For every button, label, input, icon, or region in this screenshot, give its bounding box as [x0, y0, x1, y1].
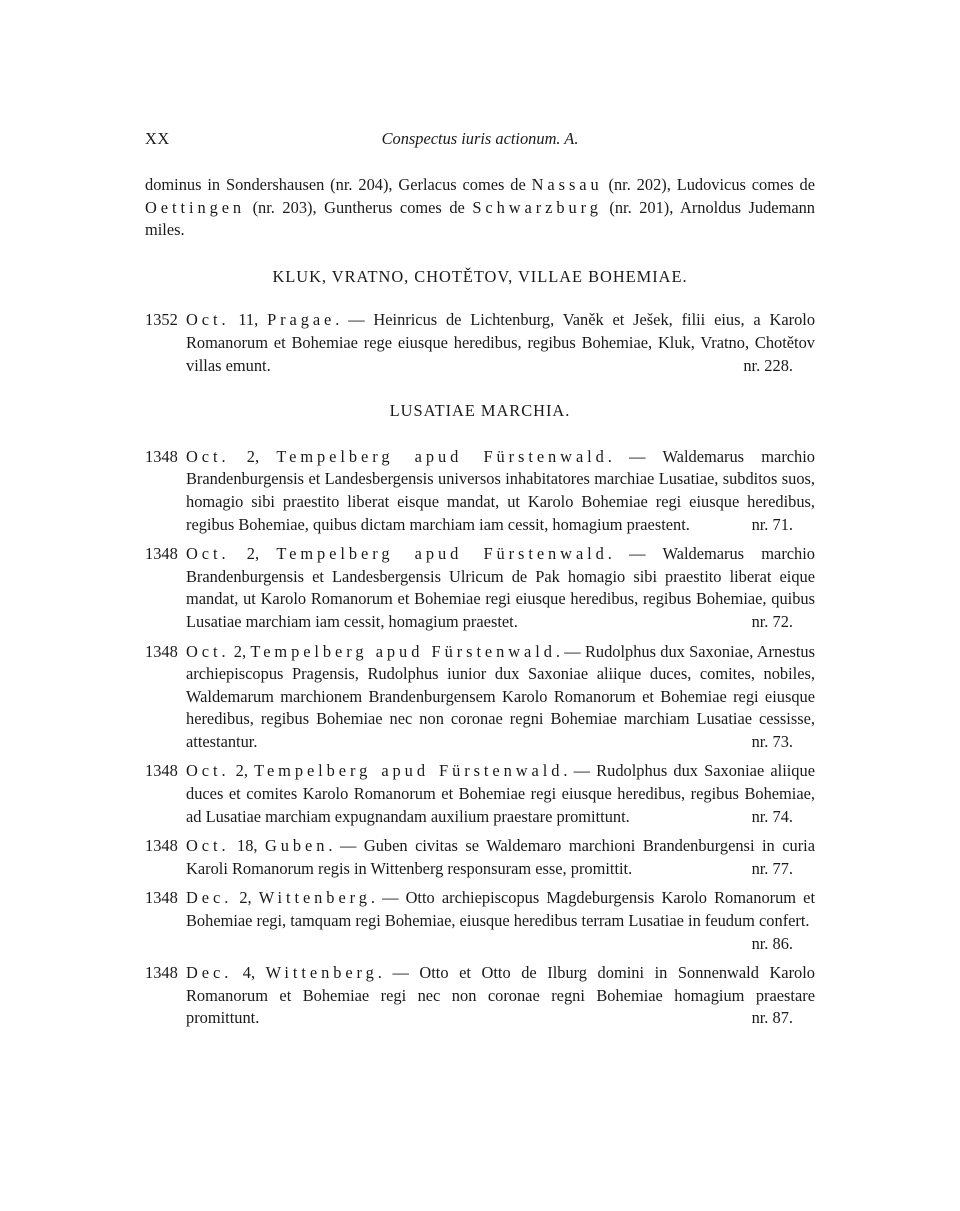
- entry: [145, 446, 815, 536]
- entry-date: Oct.: [186, 446, 230, 466]
- entry: [145, 543, 815, 633]
- intro-text: (nr. 203), Guntherus comes de: [245, 197, 473, 217]
- entry-reference: nr. 228.: [743, 355, 793, 375]
- section-heading: LUSATIAE MARCHIA.: [389, 401, 571, 421]
- section-entries: [145, 309, 815, 377]
- entry-place: Pragae: [267, 310, 336, 330]
- entry-summary: . — Heinricus de Lichtenburg, Vaněk et Ješek, filii eius, a Karolo Romanorum et Bohemiae rege eiusque heredibus, regibus Bohemiae, Kluk, Vratno, Chotětov villas emunt.: [186, 310, 816, 375]
- entry-reference: nr. 72.: [751, 611, 793, 631]
- entry-date: Oct.: [186, 836, 230, 856]
- entry-summary: . — Otto archiepiscopus Magdeburgensis Karolo Romanorum et Bohemiae regi, tamquam regi Bohemiae, eiusque heredibus terram Lusatiae in feudum confert.: [186, 888, 815, 931]
- entry-day: 11,: [229, 310, 268, 330]
- entry-day: 18,: [229, 836, 266, 856]
- intro-paragraph: [145, 174, 815, 242]
- entry-reference: nr. 77.: [751, 858, 793, 878]
- entry-reference: nr. 86.: [751, 933, 793, 953]
- entry-day: 2,: [229, 544, 277, 564]
- entry-year: 1348: [145, 963, 178, 983]
- entry-place: Wittenberg: [265, 963, 378, 983]
- entry-day: 2,: [229, 641, 251, 661]
- entry: [145, 760, 815, 828]
- entry-date: Dec.: [186, 963, 233, 983]
- entry-day: 2,: [232, 888, 259, 908]
- entry-summary: . — Guben civitas se Waldemaro marchioni Brandenburgensi in curia Karoli Romanorum regis in Wittenberg responsuram esse, promittit.: [186, 836, 815, 878]
- entry-date: Dec.: [186, 888, 233, 908]
- entry-reference: nr. 73.: [751, 731, 793, 751]
- entry-year: 1348: [145, 888, 178, 908]
- entry-date: Oct.: [186, 641, 230, 661]
- intro-text: (nr. 202), Ludovicus comes de: [602, 175, 816, 194]
- person-name: Oettingen: [145, 197, 246, 217]
- entry-reference: nr. 71.: [751, 514, 793, 534]
- entry-reference: nr. 74.: [751, 806, 793, 826]
- entry: [145, 887, 815, 955]
- entry: [145, 835, 815, 880]
- entry-summary: . — Waldemarus marchio Brandenburgensis et Landesbergensis Ulricum de Pak homagio sibi praestito liberat eique mandat, ut Karolo Romanorum et Bohemiae regi eiusque heredibus, regibus Bohemiae, quibus Lusatiae marchiam iam cessit, homagium praestet.: [186, 544, 815, 631]
- entry-place: Tempelberg apud Fürstenwald: [276, 446, 608, 466]
- page-header: [145, 128, 815, 156]
- entry-summary: . — Waldemarus marchio Brandenburgensis et Landesbergensis universos inhabitatores marchiae Lusatiae, subditos suos, homagio sibi praestito liberat eisque mandat, ut Karolo Bohemiae regi eiusque heredibus, regibus Bohemiae, quibus dictam marchiam iam cessit, homagium praestent.: [186, 446, 815, 534]
- entry-date: Oct.: [186, 544, 230, 564]
- entry-place: Tempelberg apud Fürstenwald: [254, 761, 564, 781]
- entry-date: Oct.: [186, 310, 230, 330]
- entry-summary: . — Rudolphus dux Saxoniae aliique duces et comites Karolo Romanorum et Bohemiae regi eiusque heredibus, regibus Bohemiae, ad Lusatiae marchiam expugnandam auxilium praestare promittunt.: [186, 761, 815, 826]
- intro-text: dominus in Sondershausen (nr. 204), Gerlacus comes de: [145, 175, 532, 194]
- intro-text: (nr. 201), Arnoldus Judemann miles.: [145, 197, 815, 240]
- entry-place: Tempelberg apud Fürstenwald: [250, 641, 556, 661]
- entry-year: 1348: [145, 446, 178, 466]
- entry-place: Wittenberg: [258, 888, 371, 908]
- entry-year: 1352: [145, 310, 178, 330]
- entry-reference: nr. 87.: [751, 1008, 793, 1028]
- entry-summary: . — Otto et Otto de Ilburg domini in Sonnenwald Karolo Romanorum et Bohemiae regi nec non coronae regni Bohemiae homagium praestare promittunt.: [186, 963, 815, 1028]
- entry-date: Oct.: [186, 761, 230, 781]
- entry-day: 4,: [232, 963, 266, 983]
- document-page: [145, 128, 815, 1030]
- entry-year: 1348: [145, 641, 178, 661]
- person-name: Schwarzburg: [472, 197, 602, 217]
- entry-day: 2,: [229, 446, 277, 466]
- entry: [145, 309, 815, 377]
- entry-place: Guben: [265, 836, 329, 856]
- running-title: Conspectus iuris actionum. A.: [381, 129, 579, 148]
- entry-year: 1348: [145, 544, 178, 564]
- entry-year: 1348: [145, 761, 178, 781]
- section-entries: [145, 446, 815, 1030]
- entry-day: 2,: [229, 761, 255, 781]
- entry-place: Tempelberg apud Fürstenwald: [276, 544, 608, 564]
- entry-summary: . — Rudolphus dux Saxoniae, Arnestus archiepiscopus Pragensis, Rudolphus iunior dux Saxoniae aliique duces, comites, nobiles, Waldemarum marchionem Brandenburgensem Karolo Romanorum et Bohemiae regi eiusque heredibus, regibus Bohemiae nec non coronae regni Bohemiae marchiam Lusatiae cessisse, attestantur.: [186, 641, 815, 751]
- section-heading: KLUK, VRATNO, CHOTĚTOV, VILLAE BOHEMIAE.: [272, 266, 688, 286]
- entry: [145, 962, 815, 1030]
- person-name: Nassau: [531, 175, 603, 194]
- page-number: XX: [145, 129, 170, 148]
- entry-year: 1348: [145, 836, 178, 856]
- entry: [145, 641, 815, 754]
